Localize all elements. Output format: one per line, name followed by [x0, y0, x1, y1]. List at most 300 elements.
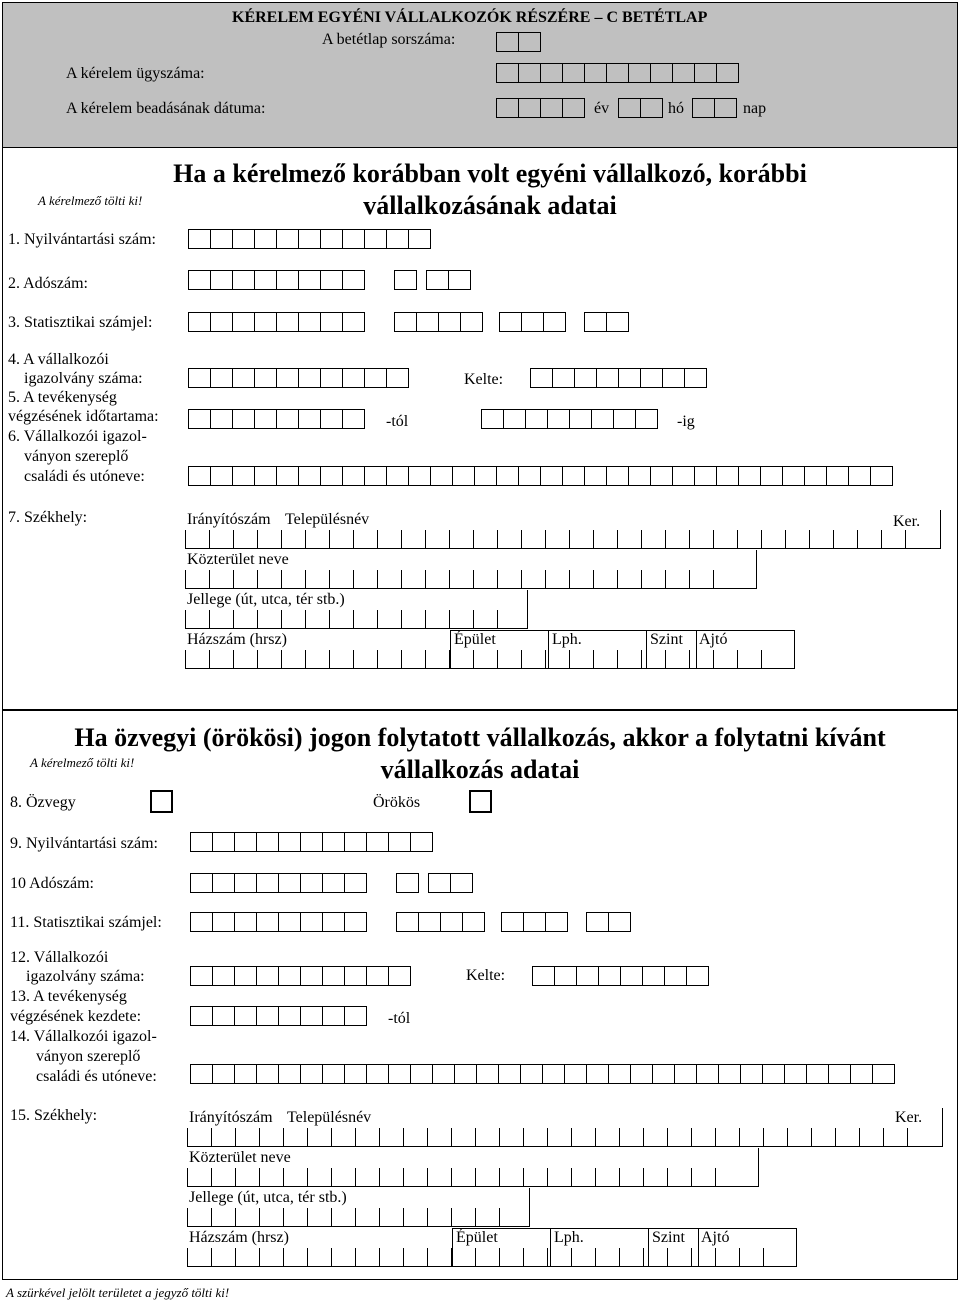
input-cell[interactable] [342, 368, 365, 388]
input-cell[interactable] [212, 912, 235, 932]
input-cell[interactable] [618, 368, 641, 388]
input-cell[interactable] [276, 466, 299, 486]
input-cell[interactable] [496, 63, 519, 83]
input-cell[interactable] [355, 1208, 379, 1226]
input-cell[interactable] [307, 1208, 331, 1226]
input-cell[interactable] [281, 610, 305, 628]
s1-registry-boxes[interactable] [188, 229, 431, 249]
input-cell[interactable] [641, 570, 665, 588]
input-cell[interactable] [187, 1208, 211, 1226]
input-cell[interactable] [256, 966, 279, 986]
input-cell[interactable] [667, 1248, 691, 1266]
input-cell[interactable] [593, 650, 617, 668]
input-cell[interactable] [259, 1128, 283, 1146]
input-cell[interactable] [460, 312, 483, 332]
input-cell[interactable] [475, 1248, 499, 1266]
input-cell[interactable] [425, 610, 449, 628]
input-cell[interactable] [640, 368, 663, 388]
input-cell[interactable] [714, 98, 737, 118]
input-cell[interactable] [641, 650, 665, 668]
input-cell[interactable] [501, 912, 524, 932]
input-cell[interactable] [540, 63, 563, 83]
input-cell[interactable] [322, 873, 345, 893]
input-cell[interactable] [809, 530, 833, 548]
input-cell[interactable] [377, 610, 401, 628]
input-cell[interactable] [430, 466, 453, 486]
input-cell[interactable] [190, 832, 213, 852]
input-cell[interactable] [254, 229, 277, 249]
input-cell[interactable] [234, 1006, 257, 1026]
s2-issued-boxes[interactable] [532, 966, 709, 986]
input-cell[interactable] [425, 530, 449, 548]
input-cell[interactable] [233, 570, 257, 588]
input-cell[interactable] [394, 312, 417, 332]
input-cell[interactable] [185, 650, 209, 668]
input-cell[interactable] [672, 466, 695, 486]
input-cell[interactable] [619, 1128, 643, 1146]
input-cell[interactable] [185, 570, 209, 588]
input-cell[interactable] [576, 966, 599, 986]
input-cell[interactable] [449, 610, 473, 628]
input-cell[interactable] [872, 1064, 895, 1084]
input-cell[interactable] [212, 1006, 235, 1026]
input-cell[interactable] [416, 312, 439, 332]
input-cell[interactable] [738, 466, 761, 486]
input-cell[interactable] [569, 409, 592, 429]
input-cell[interactable] [859, 1128, 883, 1146]
input-cell[interactable] [234, 966, 257, 986]
s1-stat-boxes-a[interactable] [188, 312, 365, 332]
input-cell[interactable] [278, 966, 301, 986]
input-cell[interactable] [475, 1128, 499, 1146]
input-cell[interactable] [425, 570, 449, 588]
input-cell[interactable] [716, 466, 739, 486]
input-cell[interactable] [233, 530, 257, 548]
input-cell[interactable] [344, 1064, 367, 1084]
input-cell[interactable] [320, 270, 343, 290]
input-cell[interactable] [613, 409, 636, 429]
input-cell[interactable] [300, 873, 323, 893]
input-cell[interactable] [211, 1128, 235, 1146]
input-cell[interactable] [386, 466, 409, 486]
input-cell[interactable] [739, 1128, 763, 1146]
input-cell[interactable] [379, 1248, 403, 1266]
input-cell[interactable] [386, 229, 409, 249]
s2-address-row1[interactable] [187, 1128, 931, 1146]
input-cell[interactable] [190, 966, 213, 986]
input-cell[interactable] [497, 530, 521, 548]
input-cell[interactable] [848, 466, 871, 486]
s2-name-boxes[interactable] [190, 1064, 895, 1084]
input-cell[interactable] [762, 1064, 785, 1084]
input-cell[interactable] [278, 1064, 301, 1084]
input-cell[interactable] [691, 1128, 715, 1146]
input-cell[interactable] [235, 1128, 259, 1146]
s1-taxno-boxes-a[interactable] [188, 270, 365, 290]
input-cell[interactable] [739, 1248, 763, 1266]
s1-stat-boxes-d[interactable] [584, 312, 629, 332]
input-cell[interactable] [595, 1128, 619, 1146]
input-cell[interactable] [394, 270, 417, 290]
s1-from-boxes[interactable] [188, 409, 365, 429]
input-cell[interactable] [188, 466, 211, 486]
input-cell[interactable] [320, 368, 343, 388]
input-cell[interactable] [740, 1064, 763, 1084]
input-cell[interactable] [552, 368, 575, 388]
s1-houseno-row[interactable] [185, 650, 785, 668]
input-cell[interactable] [379, 1168, 403, 1186]
input-cell[interactable] [185, 610, 209, 628]
input-cell[interactable] [473, 650, 497, 668]
s1-license-boxes[interactable] [188, 368, 409, 388]
input-cell[interactable] [606, 312, 629, 332]
input-cell[interactable] [331, 1248, 355, 1266]
input-cell[interactable] [298, 368, 321, 388]
input-cell[interactable] [256, 1064, 279, 1084]
input-cell[interactable] [425, 650, 449, 668]
input-cell[interactable] [410, 1064, 433, 1084]
input-cell[interactable] [689, 570, 713, 588]
input-cell[interactable] [403, 1248, 427, 1266]
input-cell[interactable] [518, 63, 541, 83]
s2-stat-boxes-a[interactable] [190, 912, 367, 932]
input-cell[interactable] [322, 912, 345, 932]
s1-taxno-boxes-c[interactable] [426, 270, 471, 290]
input-cell[interactable] [344, 873, 367, 893]
input-cell[interactable] [232, 270, 255, 290]
input-cell[interactable] [787, 1128, 811, 1146]
input-cell[interactable] [618, 98, 641, 118]
input-cell[interactable] [696, 1064, 719, 1084]
input-cell[interactable] [396, 912, 419, 932]
input-cell[interactable] [300, 1006, 323, 1026]
input-cell[interactable] [432, 1064, 455, 1084]
input-cell[interactable] [569, 530, 593, 548]
input-cell[interactable] [628, 63, 651, 83]
input-cell[interactable] [619, 1248, 643, 1266]
input-cell[interactable] [211, 1168, 235, 1186]
input-cell[interactable] [257, 610, 281, 628]
input-cell[interactable] [307, 1248, 331, 1266]
input-cell[interactable] [584, 63, 607, 83]
input-cell[interactable] [545, 530, 569, 548]
input-cell[interactable] [811, 1128, 835, 1146]
input-cell[interactable] [782, 466, 805, 486]
input-cell[interactable] [427, 1128, 451, 1146]
input-cell[interactable] [674, 1064, 697, 1084]
input-cell[interactable] [564, 1064, 587, 1084]
input-cell[interactable] [190, 1006, 213, 1026]
s2-street-row[interactable] [187, 1168, 739, 1186]
input-cell[interactable] [364, 466, 387, 486]
s1-stat-boxes-b[interactable] [394, 312, 483, 332]
input-cell[interactable] [408, 229, 431, 249]
input-cell[interactable] [523, 1168, 547, 1186]
input-cell[interactable] [650, 63, 673, 83]
input-cell[interactable] [257, 530, 281, 548]
input-cell[interactable] [761, 530, 785, 548]
input-cell[interactable] [449, 530, 473, 548]
input-cell[interactable] [353, 570, 377, 588]
input-cell[interactable] [235, 1248, 259, 1266]
input-cell[interactable] [212, 832, 235, 852]
input-cell[interactable] [254, 409, 277, 429]
input-cell[interactable] [713, 530, 737, 548]
input-cell[interactable] [259, 1208, 283, 1226]
s2-stat-boxes-d[interactable] [586, 912, 631, 932]
input-cell[interactable] [428, 873, 451, 893]
input-cell[interactable] [276, 409, 299, 429]
input-cell[interactable] [545, 570, 569, 588]
s2-taxno-boxes-a[interactable] [190, 873, 367, 893]
input-cell[interactable] [640, 98, 663, 118]
input-cell[interactable] [591, 409, 614, 429]
input-cell[interactable] [320, 409, 343, 429]
input-cell[interactable] [307, 1168, 331, 1186]
input-cell[interactable] [713, 650, 737, 668]
input-cell[interactable] [715, 1248, 739, 1266]
input-cell[interactable] [300, 912, 323, 932]
input-cell[interactable] [257, 650, 281, 668]
input-cell[interactable] [366, 832, 389, 852]
input-cell[interactable] [635, 409, 658, 429]
input-cell[interactable] [784, 1064, 807, 1084]
month-boxes[interactable] [618, 98, 663, 118]
input-cell[interactable] [562, 98, 585, 118]
input-cell[interactable] [386, 368, 409, 388]
input-cell[interactable] [234, 832, 257, 852]
input-cell[interactable] [586, 912, 609, 932]
input-cell[interactable] [763, 1248, 787, 1266]
input-cell[interactable] [377, 530, 401, 548]
s2-license-boxes[interactable] [190, 966, 411, 986]
input-cell[interactable] [593, 530, 617, 548]
input-cell[interactable] [584, 312, 607, 332]
s1-street-row[interactable] [185, 570, 737, 588]
input-cell[interactable] [342, 466, 365, 486]
input-cell[interactable] [298, 312, 321, 332]
input-cell[interactable] [210, 409, 233, 429]
input-cell[interactable] [595, 1168, 619, 1186]
input-cell[interactable] [691, 1168, 715, 1186]
input-cell[interactable] [518, 466, 541, 486]
input-cell[interactable] [542, 1064, 565, 1084]
input-cell[interactable] [596, 368, 619, 388]
s2-taxno-boxes-c[interactable] [428, 873, 473, 893]
input-cell[interactable] [278, 832, 301, 852]
input-cell[interactable] [210, 368, 233, 388]
input-cell[interactable] [473, 530, 497, 548]
input-cell[interactable] [276, 312, 299, 332]
input-cell[interactable] [499, 1208, 523, 1226]
input-cell[interactable] [643, 1248, 667, 1266]
input-cell[interactable] [281, 570, 305, 588]
input-cell[interactable] [497, 650, 521, 668]
input-cell[interactable] [256, 873, 279, 893]
input-cell[interactable] [475, 1168, 499, 1186]
input-cell[interactable] [617, 650, 641, 668]
input-cell[interactable] [643, 1128, 667, 1146]
input-cell[interactable] [617, 570, 641, 588]
input-cell[interactable] [691, 1248, 715, 1266]
input-cell[interactable] [388, 966, 411, 986]
input-cell[interactable] [298, 466, 321, 486]
input-cell[interactable] [427, 1208, 451, 1226]
input-cell[interactable] [322, 1006, 345, 1026]
input-cell[interactable] [665, 650, 689, 668]
input-cell[interactable] [652, 1064, 675, 1084]
input-cell[interactable] [499, 1168, 523, 1186]
input-cell[interactable] [232, 409, 255, 429]
input-cell[interactable] [620, 966, 643, 986]
input-cell[interactable] [232, 368, 255, 388]
input-cell[interactable] [401, 650, 425, 668]
input-cell[interactable] [667, 1168, 691, 1186]
input-cell[interactable] [662, 368, 685, 388]
input-cell[interactable] [496, 32, 519, 52]
input-cell[interactable] [665, 570, 689, 588]
s1-stat-boxes-c[interactable] [499, 312, 566, 332]
input-cell[interactable] [233, 610, 257, 628]
input-cell[interactable] [737, 530, 761, 548]
day-boxes[interactable] [692, 98, 737, 118]
input-cell[interactable] [619, 1168, 643, 1186]
input-cell[interactable] [593, 570, 617, 588]
s1-taxno-boxes-b[interactable] [394, 270, 417, 290]
input-cell[interactable] [185, 530, 209, 548]
input-cell[interactable] [525, 409, 548, 429]
input-cell[interactable] [188, 368, 211, 388]
input-cell[interactable] [403, 1208, 427, 1226]
input-cell[interactable] [521, 570, 545, 588]
input-cell[interactable] [496, 98, 519, 118]
input-cell[interactable] [388, 832, 411, 852]
input-cell[interactable] [440, 912, 463, 932]
input-cell[interactable] [298, 409, 321, 429]
input-cell[interactable] [763, 1128, 787, 1146]
input-cell[interactable] [298, 270, 321, 290]
input-cell[interactable] [520, 1064, 543, 1084]
s2-stat-boxes-b[interactable] [396, 912, 485, 932]
input-cell[interactable] [476, 1064, 499, 1084]
input-cell[interactable] [650, 466, 673, 486]
input-cell[interactable] [322, 966, 345, 986]
input-cell[interactable] [388, 1064, 411, 1084]
input-cell[interactable] [212, 966, 235, 986]
input-cell[interactable] [305, 570, 329, 588]
input-cell[interactable] [737, 650, 761, 668]
input-cell[interactable] [523, 912, 546, 932]
input-cell[interactable] [256, 912, 279, 932]
input-cell[interactable] [283, 1168, 307, 1186]
input-cell[interactable] [451, 1248, 475, 1266]
input-cell[interactable] [187, 1168, 211, 1186]
input-cell[interactable] [672, 63, 695, 83]
input-cell[interactable] [403, 1128, 427, 1146]
input-cell[interactable] [329, 610, 353, 628]
input-cell[interactable] [718, 1064, 741, 1084]
input-cell[interactable] [364, 229, 387, 249]
input-cell[interactable] [401, 570, 425, 588]
input-cell[interactable] [571, 1168, 595, 1186]
input-cell[interactable] [187, 1248, 211, 1266]
case-number-boxes[interactable] [496, 63, 739, 83]
s2-widow-checkbox[interactable] [150, 790, 173, 813]
input-cell[interactable] [331, 1208, 355, 1226]
input-cell[interactable] [642, 966, 665, 986]
s2-type-row[interactable] [187, 1208, 523, 1226]
input-cell[interactable] [300, 1064, 323, 1084]
input-cell[interactable] [190, 1064, 213, 1084]
input-cell[interactable] [344, 966, 367, 986]
input-cell[interactable] [713, 570, 737, 588]
input-cell[interactable] [276, 229, 299, 249]
input-cell[interactable] [254, 270, 277, 290]
input-cell[interactable] [521, 650, 545, 668]
input-cell[interactable] [804, 466, 827, 486]
input-cell[interactable] [540, 466, 563, 486]
input-cell[interactable] [833, 530, 857, 548]
input-cell[interactable] [497, 610, 521, 628]
input-cell[interactable] [331, 1128, 355, 1146]
input-cell[interactable] [278, 873, 301, 893]
input-cell[interactable] [209, 530, 233, 548]
input-cell[interactable] [857, 530, 881, 548]
input-cell[interactable] [366, 966, 389, 986]
input-cell[interactable] [211, 1248, 235, 1266]
input-cell[interactable] [300, 832, 323, 852]
input-cell[interactable] [905, 530, 929, 548]
input-cell[interactable] [715, 1128, 739, 1146]
input-cell[interactable] [210, 229, 233, 249]
input-cell[interactable] [451, 1128, 475, 1146]
input-cell[interactable] [232, 312, 255, 332]
input-cell[interactable] [760, 466, 783, 486]
s2-start-boxes[interactable] [190, 1006, 367, 1026]
input-cell[interactable] [586, 1064, 609, 1084]
input-cell[interactable] [641, 530, 665, 548]
input-cell[interactable] [606, 63, 629, 83]
input-cell[interactable] [234, 912, 257, 932]
input-cell[interactable] [234, 1064, 257, 1084]
input-cell[interactable] [850, 1064, 873, 1084]
input-cell[interactable] [715, 1168, 739, 1186]
input-cell[interactable] [569, 570, 593, 588]
input-cell[interactable] [212, 1064, 235, 1084]
input-cell[interactable] [481, 409, 504, 429]
input-cell[interactable] [462, 912, 485, 932]
input-cell[interactable] [418, 912, 441, 932]
input-cell[interactable] [628, 466, 651, 486]
input-cell[interactable] [532, 966, 555, 986]
s2-heir-checkbox[interactable] [469, 790, 492, 813]
input-cell[interactable] [450, 873, 473, 893]
input-cell[interactable] [571, 1248, 595, 1266]
input-cell[interactable] [232, 466, 255, 486]
input-cell[interactable] [344, 1006, 367, 1026]
input-cell[interactable] [426, 270, 449, 290]
input-cell[interactable] [497, 570, 521, 588]
input-cell[interactable] [427, 1248, 451, 1266]
input-cell[interactable] [523, 1128, 547, 1146]
input-cell[interactable] [283, 1128, 307, 1146]
input-cell[interactable] [254, 368, 277, 388]
input-cell[interactable] [305, 650, 329, 668]
input-cell[interactable] [212, 873, 235, 893]
input-cell[interactable] [686, 966, 709, 986]
input-cell[interactable] [452, 466, 475, 486]
input-cell[interactable] [473, 610, 497, 628]
